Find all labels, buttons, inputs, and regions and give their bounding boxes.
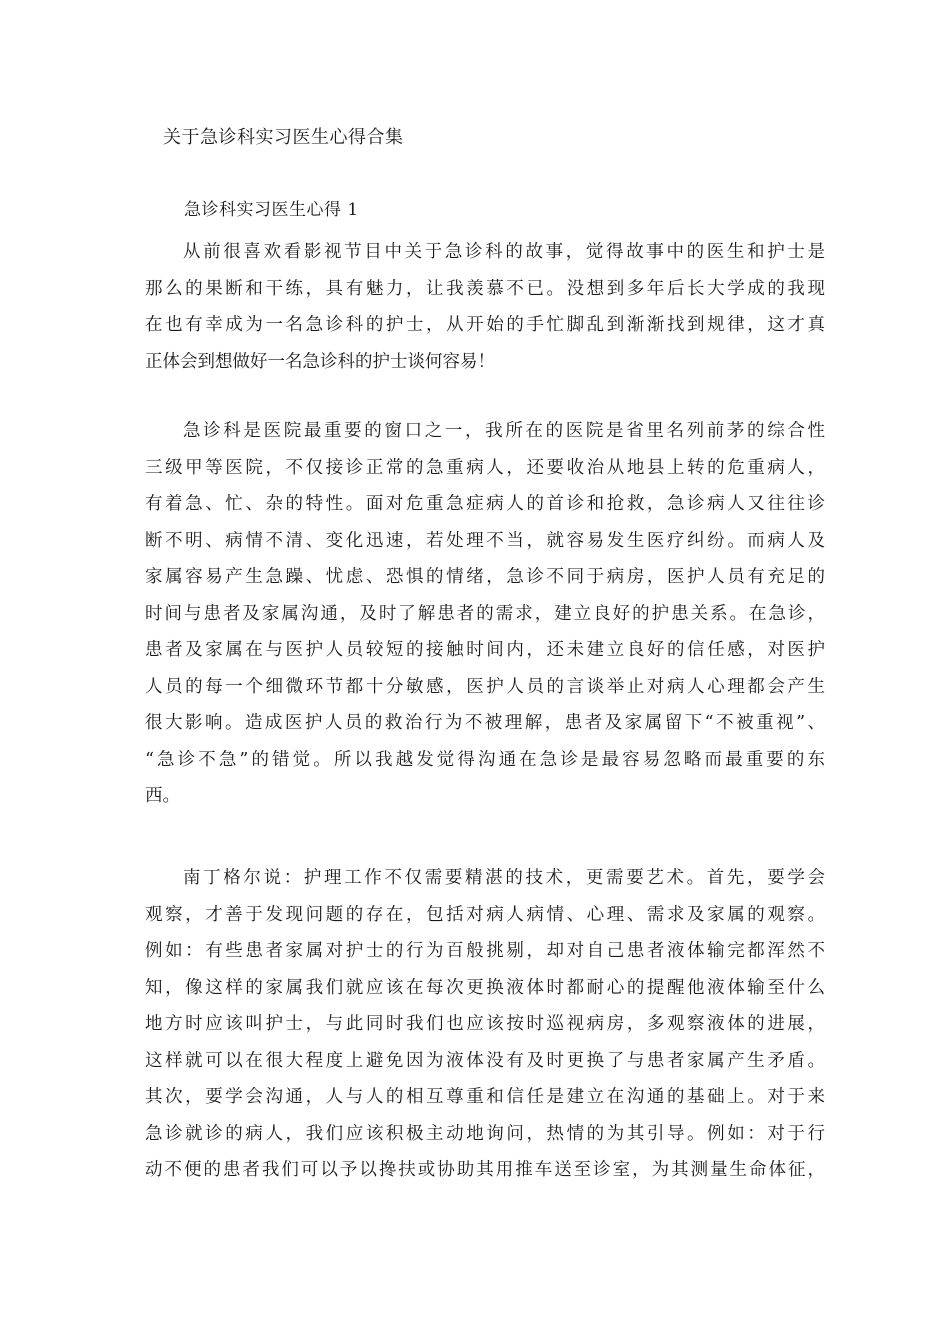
paragraph-line: 从前很喜欢看影视节目中关于急诊科的故事，觉得故事中的医生和护士是 <box>183 242 825 262</box>
paragraph-line: 那么的果断和干练，具有魅力，让我羡慕不已。没想到多年后长大学成的我现 <box>145 278 825 299</box>
paragraph-line: 西。 <box>145 786 180 806</box>
paragraph-line: 时间与患者及家属沟通，及时了解患者的需求，建立良好的护患关系。在急诊， <box>145 603 825 624</box>
paragraph-line: 急诊科是医院最重要的窗口之一，我所在的医院是省里名列前茅的综合性 <box>183 421 825 441</box>
paragraph-line: 其次，要学会沟通，人与人的相互尊重和信任是建立在沟通的基础上。对于来 <box>145 1087 825 1107</box>
paragraph-line: 观察，才善于发现问题的存在，包括对病人病情、心理、需求及家属的观察。 <box>145 904 825 925</box>
section-title: 急诊科实习医生心得 1 <box>184 200 359 220</box>
paragraph-line: 这样就可以在很大程度上避免因为液体没有及时更换了与患者家属产生矛盾。 <box>145 1050 825 1071</box>
paragraph-line: 例如：有些患者家属对护士的行为百般挑剔，却对自己患者液体输完都浑然不 <box>145 941 825 961</box>
paragraph-line: 有着急、忙、杂的特性。面对危重急症病人的首诊和抢救，急诊病人又往往诊 <box>145 494 825 514</box>
paragraph-line: 正体会到想做好一名急诊科的护士谈何容易！ <box>145 351 495 372</box>
paragraph-line: 知，像这样的家属我们就应该在每次更换液体时都耐心的提醒他液体输至什么 <box>145 977 825 998</box>
paragraph-line: 断不明、病情不清、变化迅速，若处理不当，就容易发生医疗纠纷。而病人及 <box>145 530 825 551</box>
paragraph-line: 南丁格尔说：护理工作不仅需要精湛的技术，更需要艺术。首先，要学会 <box>183 868 825 888</box>
paragraph-1 <box>145 234 825 380</box>
paragraph-line: 动不便的患者我们可以予以搀扶或协助其用推车送至诊室，为其测量生命体征， <box>145 1160 825 1180</box>
document-title: 关于急诊科实习医生心得合集 <box>163 127 404 148</box>
paragraph-3 <box>145 860 825 1189</box>
paragraph-line: 患者及家属在与医护人员较短的接触时间内，还未建立良好的信任感，对医护 <box>145 640 825 660</box>
paragraph-line: 在也有幸成为一名急诊科的护士，从开始的手忙脚乱到渐渐找到规律，这才真 <box>145 315 825 335</box>
paragraph-line: 地方时应该叫护士，与此同时我们也应该按时巡视病房，多观察液体的进展， <box>145 1014 825 1034</box>
paragraph-line: 家属容易产生急躁、忧虑、恐惧的情绪，急诊不同于病房，医护人员有充足的 <box>145 567 825 587</box>
paragraph-line: 三级甲等医院，不仅接诊正常的急重病人，还要收治从地县上转的危重病人， <box>145 457 825 478</box>
paragraph-line: 很大影响。造成医护人员的救治行为不被理解，患者及家属留下“不被重视”、 <box>145 713 825 733</box>
paragraph-line: 人员的每一个细微环节都十分敏感，医护人员的言谈举止对病人心理都会产生 <box>145 676 825 697</box>
paragraph-line: 急诊就诊的病人，我们应该积极主动地询问，热情的为其引导。例如：对于行 <box>145 1123 825 1144</box>
paragraph-2 <box>145 413 825 815</box>
paragraph-line: “急诊不急”的错觉。所以我越发觉得沟通在急诊是最容易忽略而最重要的东 <box>145 749 825 770</box>
